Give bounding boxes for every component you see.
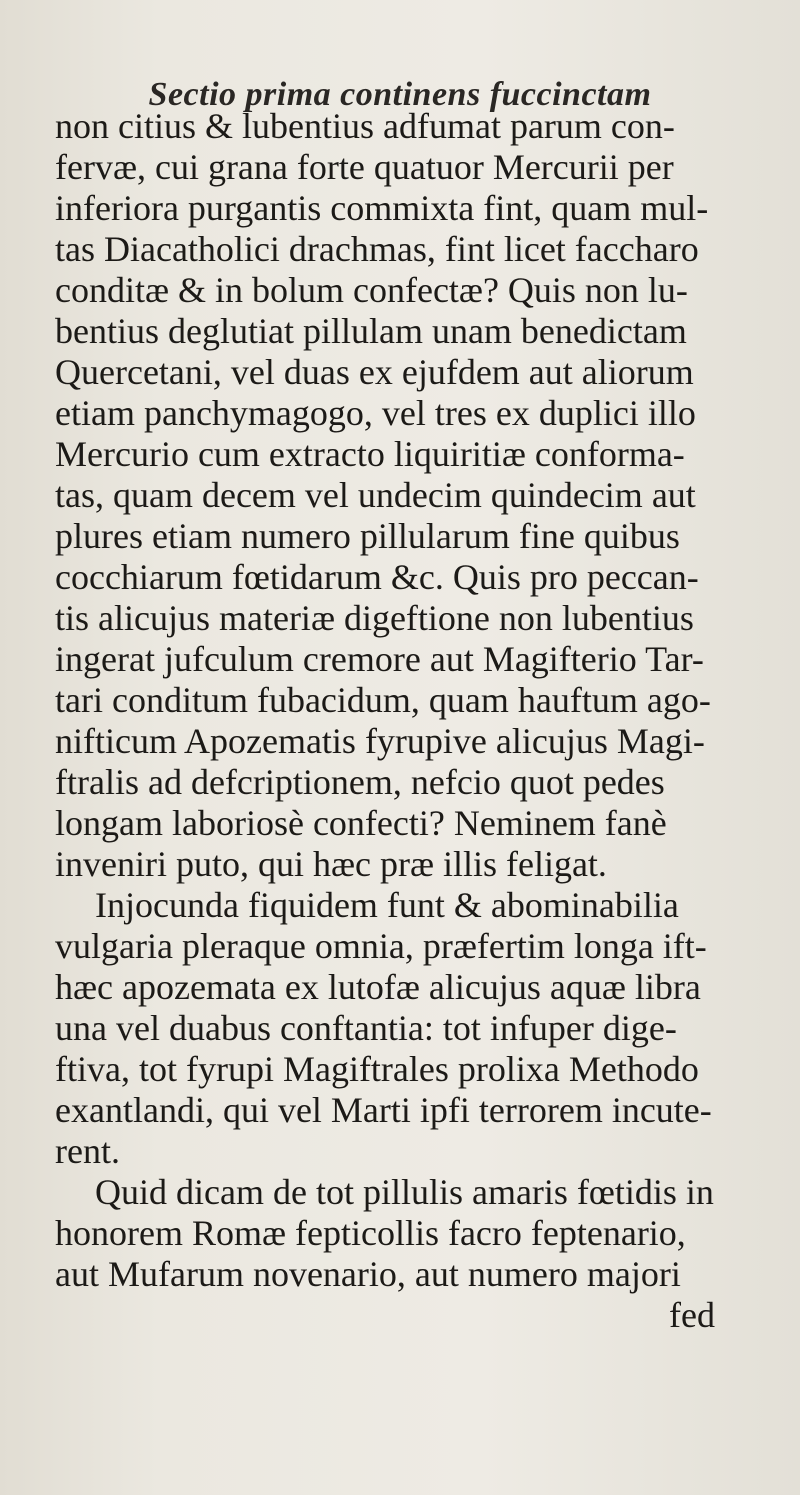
text-line: rent. bbox=[55, 1131, 120, 1171]
text-line: aut Mufarum novenario, aut numero majori bbox=[55, 1254, 681, 1294]
text-line: tari conditum fubacidum, quam hauftum ago- bbox=[55, 680, 711, 720]
text-line: exantlandi, qui vel Marti ipfi terrorem incute- bbox=[55, 1090, 712, 1130]
text-line: Quercetani, vel duas ex ejufdem aut aliorum bbox=[55, 352, 694, 392]
text-line: tas Diacatholici drachmas, fint licet faccharo bbox=[55, 229, 699, 269]
text-line: una vel duabus conftantia: tot infuper dige- bbox=[55, 1008, 677, 1048]
text-line: inveniri puto, qui hæc præ illis feligat. bbox=[55, 844, 607, 884]
text-line: bentius deglutiat pillulam unam benedictam bbox=[55, 311, 687, 351]
text-line: non citius & lubentius adfumat parum con- bbox=[55, 106, 675, 146]
body-text bbox=[55, 106, 755, 1336]
text-line: conditæ & in bolum confectæ? Quis non lu- bbox=[55, 270, 688, 310]
text-line: etiam panchymagogo, vel tres ex duplici illo bbox=[55, 393, 696, 433]
text-line: ingerat jufculum cremore aut Magifterio Tar- bbox=[55, 639, 704, 679]
text-line: vulgaria pleraque omnia, præfertim longa ift- bbox=[55, 926, 707, 966]
text-line: ftralis ad defcriptionem, nefcio quot pedes bbox=[55, 762, 665, 802]
catchword: fed bbox=[669, 1295, 715, 1335]
running-head: Sectio prima continens fuccinctam bbox=[148, 76, 652, 113]
text-line: ftiva, tot fyrupi Magiftrales prolixa Methodo bbox=[55, 1049, 699, 1089]
text-line: honorem Romæ fepticollis facro feptenario, bbox=[55, 1213, 686, 1253]
text-line: hæc apozemata ex lutofæ alicujus aquæ libra bbox=[55, 967, 701, 1007]
text-line: cocchiarum fœtidarum &c. Quis pro peccan- bbox=[55, 557, 699, 597]
text-line: Mercurio cum extracto liquiritiæ conforma- bbox=[55, 434, 685, 474]
text-line-paragraph-start: Quid dicam de tot pillulis amaris fœtidis in bbox=[95, 1172, 714, 1212]
text-line-paragraph-start: Injocunda fiquidem funt & abominabilia bbox=[95, 885, 679, 925]
text-line: plures etiam numero pillularum fine quibus bbox=[55, 516, 680, 556]
text-line: nifticum Apozematis fyrupive alicujus Magi- bbox=[55, 721, 705, 761]
text-line: longam laboriosè confecti? Neminem fanè bbox=[55, 803, 667, 843]
text-line: inferiora purgantis commixta fint, quam mul- bbox=[55, 188, 709, 228]
text-line: tis alicujus materiæ digeftione non lubentius bbox=[55, 598, 694, 638]
text-line: tas, quam decem vel undecim quindecim aut bbox=[55, 475, 696, 515]
text-line: fervæ, cui grana forte quatuor Mercurii per bbox=[55, 147, 674, 187]
